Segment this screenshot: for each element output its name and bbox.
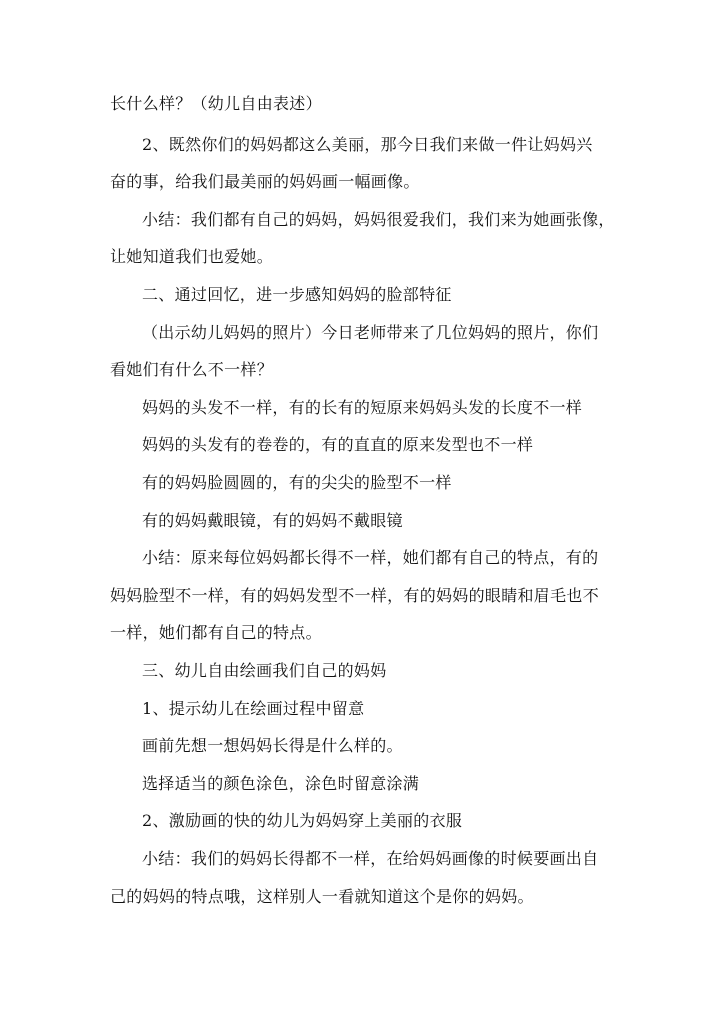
text-line: 让她知道我们也爱她。 — [110, 247, 274, 266]
text-line: 选择适当的颜色涂色，涂色时留意涂满 — [142, 774, 420, 793]
text-line: 1、提示幼儿在绘画过程中留意 — [142, 699, 365, 718]
text-line: 有的妈妈戴眼镜，有的妈妈不戴眼镜 — [142, 511, 403, 530]
section-heading: 二、通过回忆，进一步感知妈妈的脸部特征 — [142, 285, 452, 304]
text-line: 看她们有什么不一样？ — [110, 360, 274, 379]
text-line: 己的妈妈的特点哦，这样别人一看就知道这个是你的妈妈。 — [110, 887, 534, 906]
text-line: 小结：原来每位妈妈都长得不一样，她们都有自己的特点，有的 — [142, 548, 599, 567]
text-line: 妈妈的头发不一样，有的长有的短原来妈妈头发的长度不一样 — [142, 398, 583, 417]
text-line: 画前先想一想妈妈长得是什么样的。 — [142, 736, 403, 755]
text-line: 奋的事，给我们最美丽的妈妈画一幅画像。 — [110, 172, 420, 191]
text-line: 长什么样？（幼儿自由表述） — [110, 94, 322, 113]
text-line: 2、既然你们的妈妈都这么美丽，那今日我们来做一件让妈妈兴 — [142, 135, 593, 154]
text-line: 一样，她们都有自己的特点。 — [110, 623, 322, 642]
text-line: 小结：我们都有自己的妈妈，妈妈很爱我们，我们来为她画张像， — [142, 210, 615, 229]
text-line: （出示幼儿妈妈的照片）今日老师带来了几位妈妈的照片，你们 — [142, 323, 599, 342]
section-heading: 三、幼儿自由绘画我们自己的妈妈 — [142, 661, 387, 680]
text-line: 妈妈的头发有的卷卷的，有的直直的原来发型也不一样 — [142, 435, 534, 454]
text-line: 有的妈妈脸圆圆的，有的尖尖的脸型不一样 — [142, 473, 452, 492]
text-line: 2、激励画的快的幼儿为妈妈穿上美丽的衣服 — [142, 811, 463, 830]
text-line: 小结：我们的妈妈长得都不一样，在给妈妈画像的时候要画出自 — [142, 849, 599, 868]
text-line: 妈妈脸型不一样，有的妈妈发型不一样，有的妈妈的眼睛和眉毛也不 — [110, 586, 600, 605]
